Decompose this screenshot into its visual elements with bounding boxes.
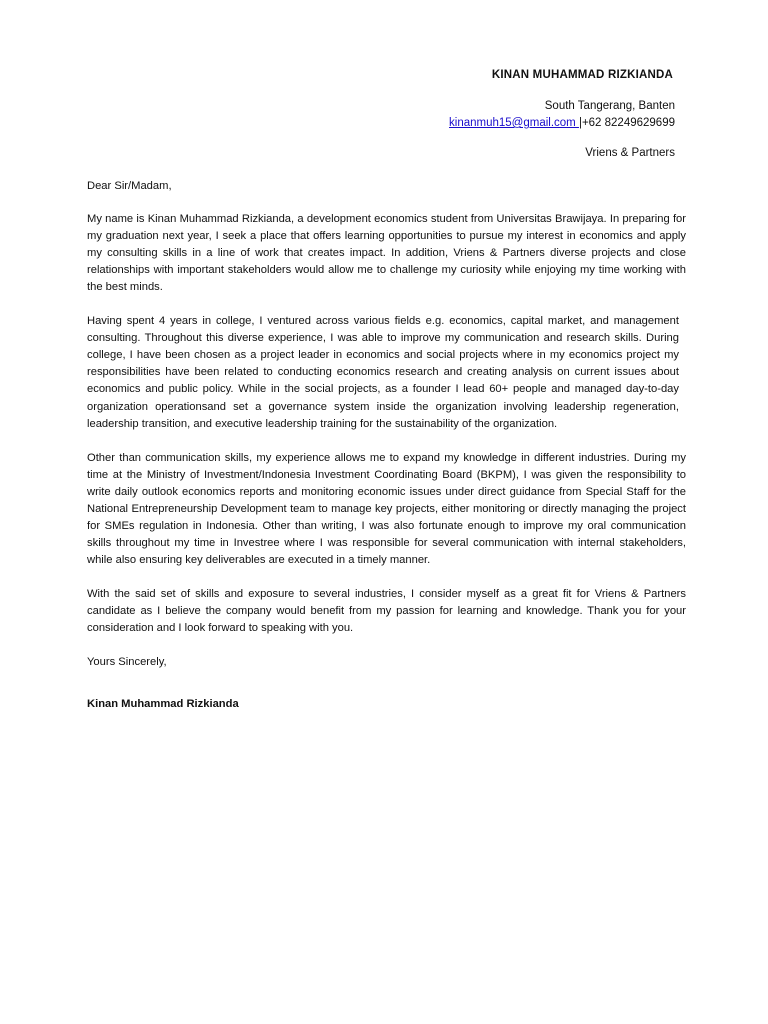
signature: Kinan Muhammad Rizkianda [87, 698, 239, 711]
recipient-company: Vriens & Partners [585, 147, 675, 159]
sender-name: KINAN MUHAMMAD RIZKIANDA [491, 69, 673, 81]
paragraph-college: Having spent 4 years in college, I ventured across various fields e.g. economics, capital market, and management consulting. Throughout this diverse experience, I was able to improve my communication and research skills. During college, I have been chosen as a project leader in economics and social projects where in my economics project my responsibilities have been related to conducting economics research and creating analysis on current issues about economics and public policy. While in the social projects, as a founder I lead 60+ people and managed day-to-day organization operationsand set a governance system inside the organization involving leadership regeneration, leadership transition, and executive leadership training for the sustainability of the organization. [87, 315, 679, 430]
letter-body [87, 178, 686, 713]
paragraph-experience: Other than communication skills, my experience allows me to expand my knowledge in different industries. During my time at the Ministry of Investment/Indonesia Investment Coordinating Board (BKPM), I was given the responsibility to write daily outlook economics reports and monitoring economic issues under direct guidance from Special Staff for the National Entrepreneurship Development team to manage key projects, either monitoring or directly managing the project for SMEs regulation in Indonesia. Other than writing, I was also fortunate enough to improve my oral communication skills throughout my time in Investree where I was responsible for several communication with internal stakeholders, while also ensuring key deliverables are executed in a timely manner. [87, 451, 686, 566]
sender-phone: |+62 82249629699 [578, 117, 675, 129]
email-link[interactable]: kinanmuh15@gmail.com [449, 117, 579, 129]
paragraph-intro: My name is Kinan Muhammad Rizkianda, a development economics student from Universitas Brawijaya. In preparing for my graduation next year, I seek a place that offers learning opportunities to pursue my interest in economics and apply my consulting skills in a line of work that creates impact. In addition, Vriens & Partners diverse projects and close relationships with important stakeholders would allow me to challenge my curiosity while enjoying my time working with the best minds. [87, 213, 686, 294]
letter-header [275, 67, 675, 162]
salutation: Dear Sir/Madam, [87, 180, 172, 192]
sender-contact [275, 115, 675, 132]
sender-address: South Tangerang, Banten [544, 100, 675, 112]
closing: Yours Sincerely, [87, 656, 167, 669]
paragraph-conclusion: With the said set of skills and exposure to several industries, I consider myself as a great fit for Vriens & Partners candidate as I believe the company would benefit from my passion for learning and knowledge. Thank you for your consideration and I look forward to speaking with you. [87, 587, 686, 635]
